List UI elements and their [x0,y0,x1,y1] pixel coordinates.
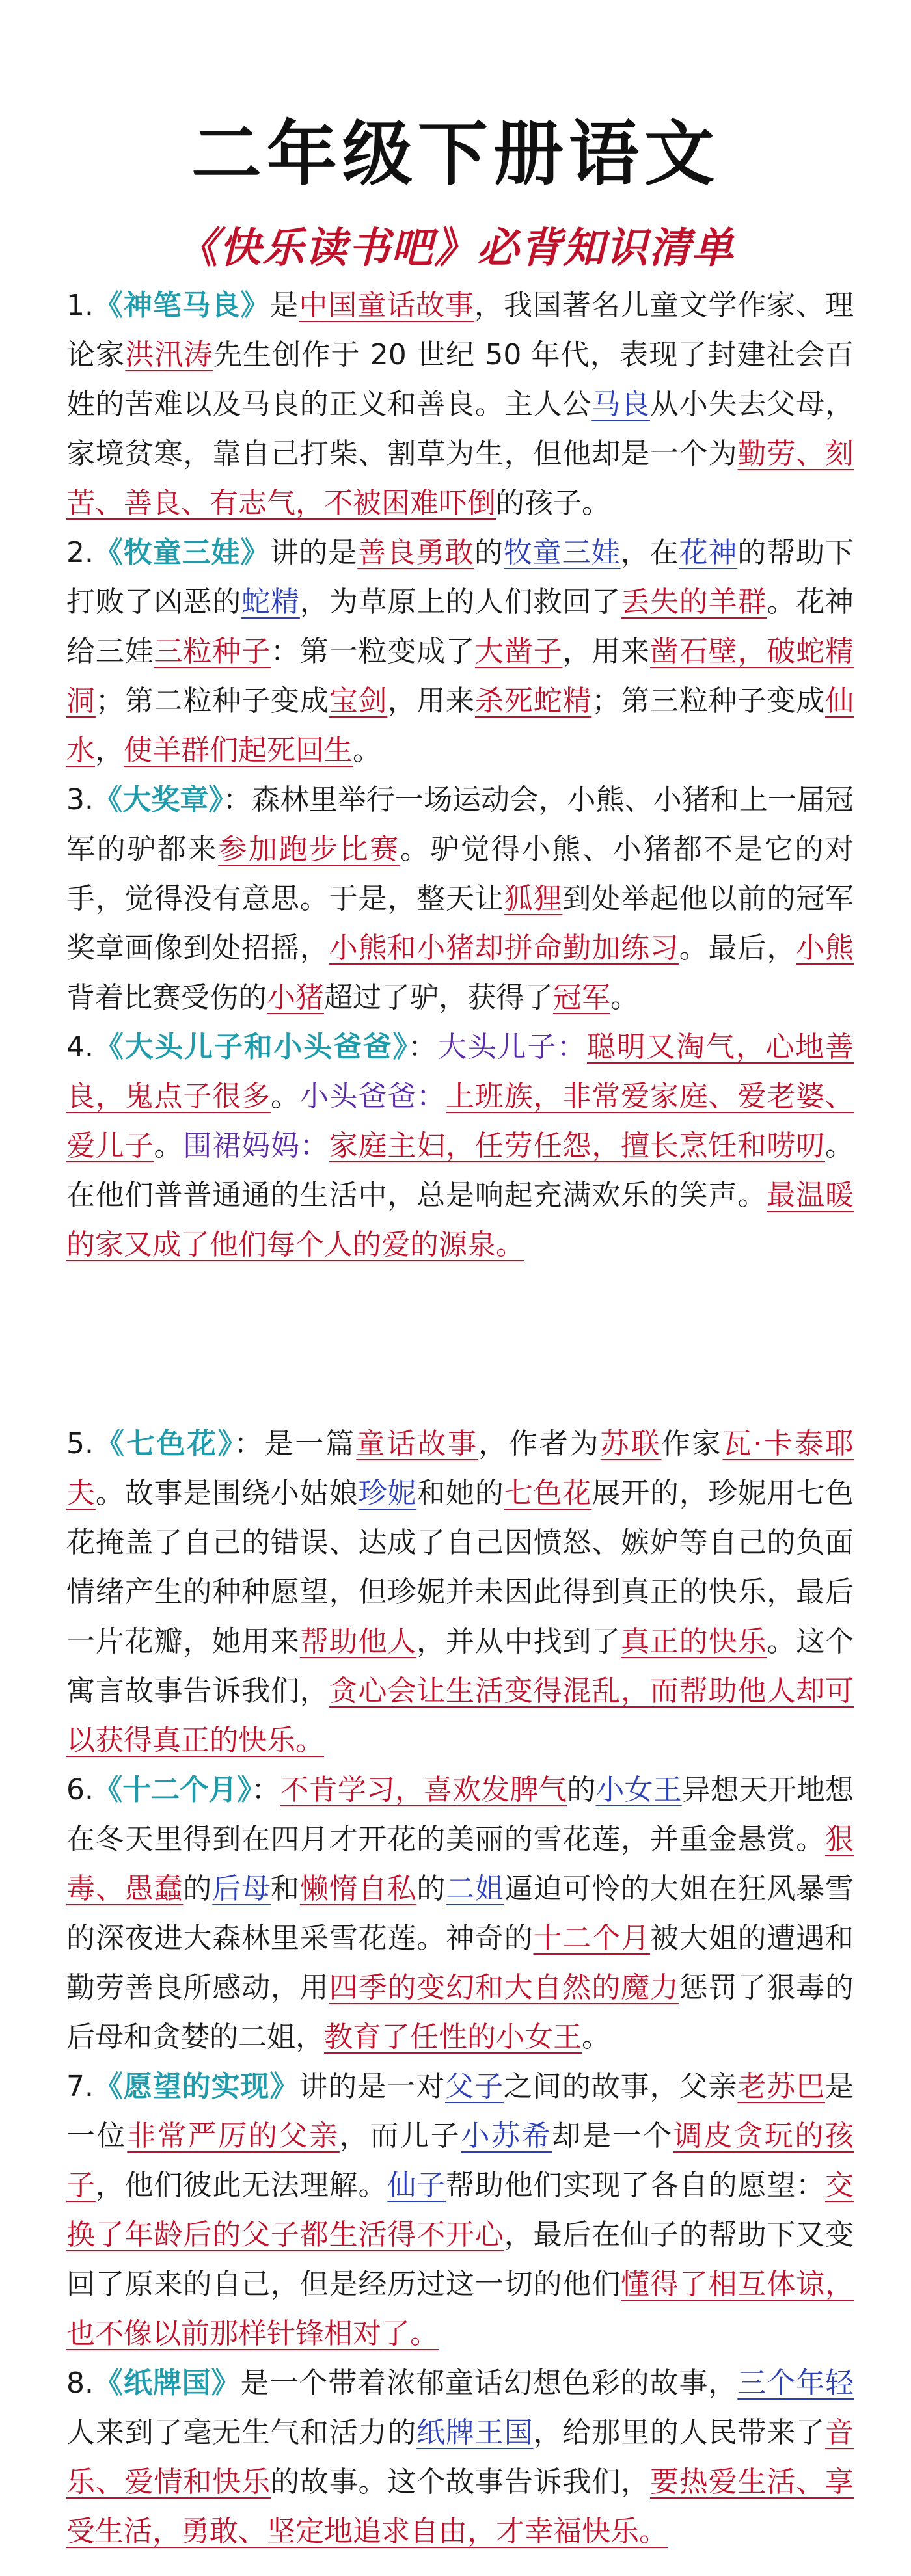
key-point: 善良勇敢 [357,536,474,569]
key-point: 教育了任性的小女王 [324,2020,582,2054]
text-segment: ，给那里的人民带来了 [533,2416,826,2449]
key-point: 贪心会让生活变得混乱，而帮助他人却可以获得真正的快乐。 [66,1674,854,1757]
text-segment: 。 [154,1129,184,1162]
item-zhipai-guo [66,2359,854,2556]
key-point: 音乐、爱情和快乐 [66,2416,854,2499]
key-point: 洪汛涛 [125,338,213,371]
text-segment: 惩罚了狠毒的后母和贪婪的二姐， [66,1971,854,2054]
character-name: 三个年轻 [737,2367,854,2400]
character-name: 蛇精 [241,585,300,619]
text-segment: 。花神给三娃 [66,585,854,668]
section-gap [66,1270,854,1419]
text-segment: 。 [610,981,639,1014]
knowledge-list [66,281,854,2556]
item-shier-geyue [66,1765,854,2062]
text-segment: ，而儿子 [339,2119,461,2153]
key-point: 瓦·卡泰耶夫 [66,1427,854,1510]
role-label: 小头爸爸： [299,1080,446,1113]
key-point: 懂得了相互体谅，也不像以前那样针锋相对了。 [66,2268,854,2350]
key-point: 上班族，非常爱家庭、爱老婆、爱儿子 [66,1080,854,1162]
text-segment: ；第二粒种子变成 [95,684,329,718]
key-point: 宝剑 [329,684,388,718]
subtitle-text: 《快乐读书吧》必背知识清单 [176,224,735,273]
text-segment: 的帮助下打败了凶恶的 [66,536,854,619]
key-point: 四季的变幻和大自然的魔力 [329,1971,679,2004]
text-segment: ，作者为 [478,1427,601,1460]
text-segment: 从小失去父母，家境贫寒，靠自己打柴、割草为生，但他却是一个为 [66,388,854,470]
key-point: 十二个月 [533,1922,650,1955]
text-segment: 先生创作于 20 世纪 50 年代，表现了封建社会百姓的苦难以及马良的正义和善良。主人公 [66,338,854,421]
key-point: 交换了年龄后的父子都生活得不开心 [66,2169,854,2251]
key-point: 狐狸 [504,882,563,915]
text-segment: ， [95,734,124,767]
page-title: 二年级下册语文 [191,114,720,195]
key-point: 中国童话故事 [299,289,474,322]
text-segment: 2. [66,536,94,569]
character-name: 珍妮 [358,1477,417,1510]
key-point: 懒惰自私 [299,1872,417,1905]
text-segment: ，并从中找到了 [416,1625,621,1658]
text-segment: ：森林里举行一场运动会，小熊、小猪和上一届冠军的驴都来 [66,783,854,866]
text-segment: ：是一篇 [234,1427,357,1460]
item-yuanwang-shixian [66,2062,854,2359]
text-segment: 讲的是一对 [299,2070,445,2103]
text-segment: 展开的，珍妮用七色花掩盖了自己的错误、达成了自己因愤怒、嫉妒等自己的负面情绪产生的种种愿望，但珍妮并未因此得到真正的快乐，最后一片花瓣，她用来 [66,1477,854,1658]
text-segment: 讲的是 [269,536,358,569]
text-segment: 。 [582,2020,610,2054]
key-point: 童话故事 [356,1427,478,1460]
book-title: 《愿望的实现》 [93,2070,299,2103]
character-name: 牧童三娃 [503,536,621,569]
text-segment: ，用来 [562,635,650,668]
text-segment: ，最后在仙子的帮助下又变回了原来的自己，但是经历过这一切的他们 [66,2218,854,2301]
text-segment: ，他们彼此无法理解。 [95,2169,388,2202]
text-segment: 逼迫可怜的大姐在狂风暴雪的深夜进大森林里采雪花莲。神奇的 [66,1872,854,1955]
text-segment: 是一个带着浓郁童话幻想色彩的故事， [240,2367,738,2400]
text-segment: 之间的故事，父亲 [503,2070,738,2103]
text-segment: 的孩子。 [496,487,610,520]
text-segment: 异想天开地想在冬天里得到在四月才开花的美丽的雪花莲，并重金悬赏。 [66,1773,854,1856]
item-mutong-sanwa [66,528,854,775]
text-segment: 人来到了毫无生气和活力的 [66,2416,417,2449]
book-title: 《大奖章》 [93,783,223,816]
text-segment: 。驴觉得小熊、小猪都不是它的对手，觉得没有意思。于是，整天让 [66,833,854,915]
character-name: 后母 [212,1872,271,1905]
key-point: 苏联 [600,1427,662,1460]
text-segment: 的 [416,1872,446,1905]
key-point: 三粒种子 [154,635,271,668]
book-title: 《大头儿子和小头爸爸》 [93,1030,409,1064]
text-segment: ，我国著名儿童文学作家、理论家 [66,289,854,371]
page-subtitle [0,215,911,275]
key-point: 大凿子 [474,635,563,668]
character-name: 仙子 [387,2169,446,2202]
text-segment: 1. [66,289,94,322]
key-point: 要热爱生活、享受生活，勇敢、坚定地追求自由，才幸福快乐。 [66,2465,854,2548]
character-name: 小女王 [595,1773,682,1806]
text-segment: 3. [66,783,94,816]
key-point: 使羊群们起死回生 [124,734,353,767]
text-segment: 。 [270,1080,300,1113]
text-segment: 是一位 [66,2070,854,2153]
key-point: 参加跑步比赛 [218,833,401,866]
text-segment: 。故事是围绕小姑娘 [95,1477,359,1510]
text-segment: 8. [66,2367,94,2400]
text-segment: 的 [567,1773,596,1806]
key-point: 帮助他人 [299,1625,417,1658]
key-point: 勤劳、刻苦、善良、有志气，不被困难吓倒 [66,437,854,520]
key-point: 调皮贪玩的孩子 [66,2119,854,2202]
text-segment: 却是一个 [552,2119,673,2153]
key-point: 小熊和小猪却拼命勤加练习 [329,932,679,965]
text-segment: ，在 [620,536,679,569]
text-segment: 和她的 [416,1477,504,1510]
book-title: 《纸牌国》 [93,2367,241,2400]
key-point: 冠军 [553,981,610,1014]
text-segment: 超过了驴，获得了 [324,981,553,1014]
character-name: 花神 [679,536,738,569]
text-segment: 作家 [661,1427,723,1460]
item-shenbi-maliang [66,281,854,528]
key-point: 最温暖的家又成了他们每个人的爱的源泉。 [66,1179,854,1261]
text-segment: ： [251,1773,280,1806]
book-title: 《七色花》 [93,1427,234,1460]
role-label: 大头儿子： [438,1030,587,1064]
key-point: 非常严厉的父亲 [127,2119,340,2153]
key-point: 真正的快乐 [621,1625,767,1658]
key-point: 仙水 [66,684,854,767]
text-segment: 6. [66,1773,94,1806]
key-point: 聪明又淘气，心地善良，鬼点子很多 [66,1030,854,1113]
book-title: 《牧童三娃》 [93,536,270,569]
character-name: 纸牌王国 [416,2416,534,2449]
text-segment: 4. [66,1030,94,1064]
text-segment: ，为草原上的人们救回了 [299,585,621,619]
key-point: 小熊 [796,932,854,965]
key-point: 杀死蛇精 [474,684,592,718]
text-segment: 。在他们普普通通的生活中，总是响起充满欢乐的笑声。 [66,1129,854,1212]
key-point: 家庭主妇，任劳任怨，擅长烹饪和唠叨 [329,1129,826,1162]
key-point: 不肯学习，喜欢发脾气 [280,1773,567,1806]
book-title: 《十二个月》 [93,1773,252,1806]
text-segment: 。 [353,734,381,767]
text-segment: 的故事。这个故事告诉我们， [270,2465,650,2499]
character-name: 父子 [445,2070,504,2103]
text-segment: 5. [66,1427,94,1460]
character-name: 小苏希 [461,2119,552,2153]
text-segment: ：第一粒变成了 [270,635,475,668]
text-segment: 被大姐的遭遇和勤劳善良所感动，用 [66,1922,854,2004]
key-point: 凿石壁，破蛇精洞 [66,635,854,718]
item-datou-erzi [66,1023,854,1270]
text-segment: ，用来 [387,684,475,718]
text-segment: 帮助他们实现了各自的愿望： [446,2169,826,2202]
text-segment: 到处举起他以前的冠军奖章画像到处招摇， [66,882,854,965]
book-title: 《神笔马良》 [93,289,270,322]
text-segment: ；第三粒种子变成 [591,684,826,718]
item-da-jiangzhang [66,775,854,1023]
text-segment: ： [408,1030,439,1064]
text-segment: 的 [183,1872,213,1905]
character-name: 二姐 [446,1872,504,1905]
text-segment: 。这个寓言故事告诉我们， [66,1625,854,1708]
text-segment: 的 [474,536,504,569]
text-segment: 7. [66,2070,94,2103]
text-segment: 是 [269,289,299,322]
key-point: 老苏巴 [737,2070,826,2103]
key-point: 狠毒、愚蠢 [66,1823,854,1905]
key-point: 七色花 [504,1477,592,1510]
text-segment: 背着比赛受伤的 [66,981,267,1014]
role-label: 围裙妈妈： [183,1129,329,1162]
character-name: 马良 [591,388,650,421]
item-qise-hua [66,1419,854,1765]
key-point: 丢失的羊群 [621,585,767,619]
key-point: 小猪 [267,981,324,1014]
text-segment: 和 [270,1872,300,1905]
text-segment: 。最后， [679,932,796,965]
